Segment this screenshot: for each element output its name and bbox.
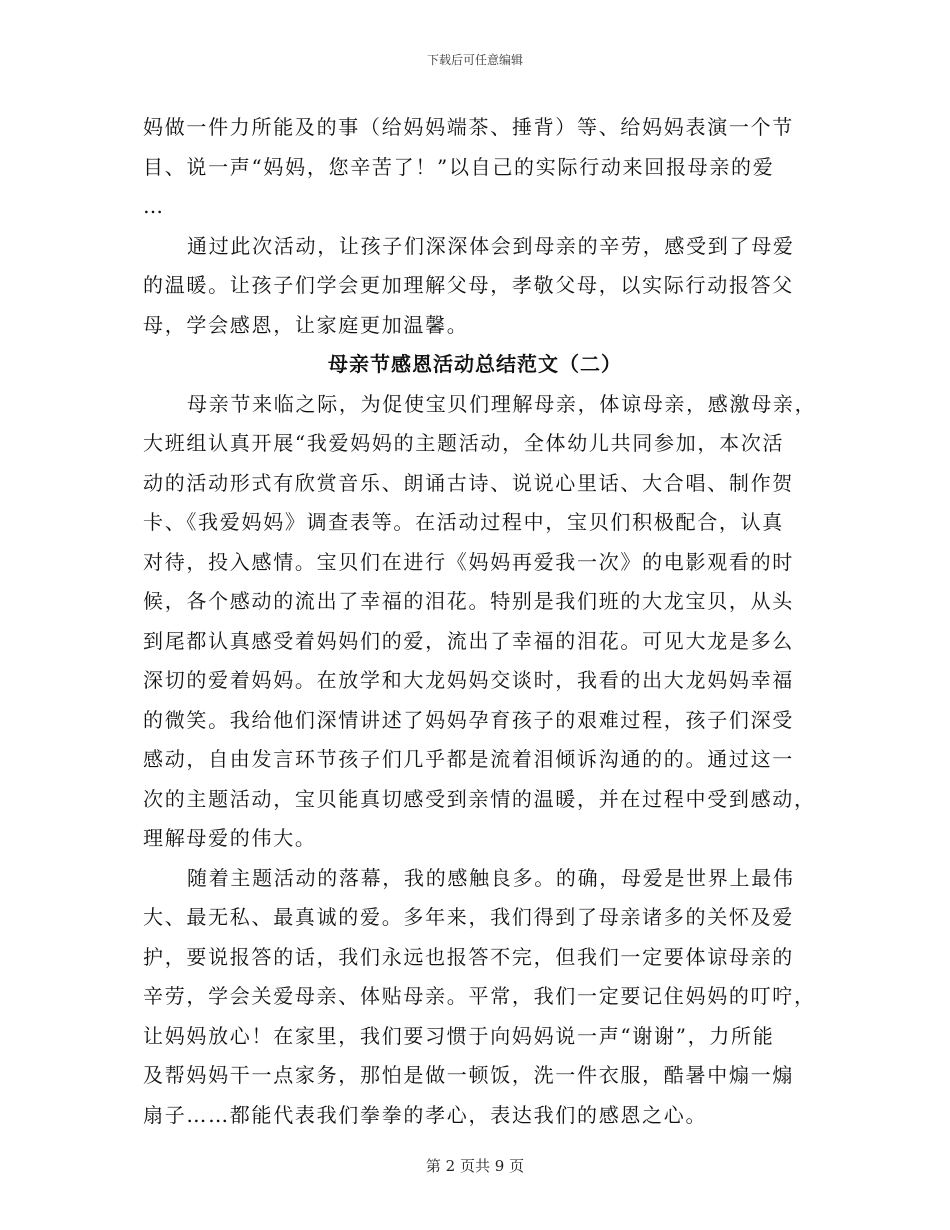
section-title: 母亲节感恩活动总结范文（二） bbox=[328, 352, 622, 376]
text-line: 随着主题活动的落幕，我的感触良多。的确，母爱是世界上最伟 bbox=[187, 865, 795, 890]
text-line: 扇子……都能代表我们拳拳的孝心，表达我们的感恩之心。 bbox=[143, 1102, 708, 1127]
text-line: 护，要说报答的话，我们永远也报答不完，但我们一定要体谅母亲的 bbox=[143, 944, 794, 969]
text-line: 母，学会感恩，让家庭更加温馨。 bbox=[143, 312, 469, 337]
text-line: 的微笑。我给他们深情讲述了妈妈孕育孩子的艰难过程，孩子们深受 bbox=[143, 707, 794, 732]
text-line: 辛劳，学会关爱母亲、体贴母亲。平常，我们一定要记住妈妈的叮咛， bbox=[143, 984, 816, 1008]
text-line: 到尾都认真感受着妈妈们的爱，流出了幸福的泪花。可见大龙是多么 bbox=[143, 628, 794, 653]
document-body bbox=[143, 108, 817, 1135]
text-line: 大、最无私、最真诚的爱。多年来，我们得到了母亲诸多的关怀及爱 bbox=[143, 905, 794, 929]
text-line: 对待，投入感情。宝贝们在进行《妈妈再爱我一次》的电影观看的时 bbox=[143, 549, 794, 574]
text-line: 感动，自由发言环节孩子们几乎都是流着泪倾诉沟通的的。通过这一 bbox=[143, 747, 794, 771]
text-line: 候，各个感动的流出了幸福的泪花。特别是我们班的大龙宝贝，从头 bbox=[143, 589, 794, 613]
text-line: 及帮妈妈干一点家务，那怕是做一顿饭，洗一件衣服，酷暑中煽一煽 bbox=[143, 1063, 794, 1087]
text-line: 通过此次活动，让孩子们深深体会到母亲的辛劳，感受到了母爱 bbox=[187, 233, 795, 258]
text-line: … bbox=[143, 194, 165, 218]
text-line: 让妈妈放心！在家里，我们要习惯于向妈妈说一声“谢谢”，力所能 bbox=[143, 1023, 775, 1048]
text-line: 妈做一件力所能及的事（给妈妈端茶、捶背）等、给妈妈表演一个节 bbox=[143, 115, 794, 139]
text-line: 的温暖。让孩子们学会更加理解父母，孝敬父母，以实际行动报答父 bbox=[143, 273, 794, 297]
text-line: 次的主题活动，宝贝能真切感受到亲情的温暖，并在过程中受到感动， bbox=[143, 786, 816, 811]
text-line: 动的活动形式有欣赏音乐、朗诵古诗、说说心里话、大合唱、制作贺 bbox=[143, 470, 794, 495]
text-line: 母亲节来临之际，为促使宝贝们理解母亲，体谅母亲，感激母亲， bbox=[187, 391, 817, 416]
page-header: 下载后可任意编辑 bbox=[426, 53, 523, 67]
text-line: 深切的爱着妈妈。在放学和大龙妈妈交谈时，我看的出大龙妈妈幸福 bbox=[143, 668, 794, 692]
page-number: 第 2 页共 9 页 bbox=[425, 1157, 525, 1175]
text-line: 理解母爱的伟大。 bbox=[143, 826, 317, 850]
text-line: 卡、《我爱妈妈》调查表等。在活动过程中，宝贝们积极配合，认真 bbox=[143, 510, 784, 534]
text-line: 大班组认真开展“我爱妈妈的主题活动，全体幼儿共同参加，本次活 bbox=[143, 431, 785, 455]
text-line: 目、说一声“妈妈，您辛苦了！”以自己的实际行动来回报母亲的爱 bbox=[143, 154, 775, 179]
